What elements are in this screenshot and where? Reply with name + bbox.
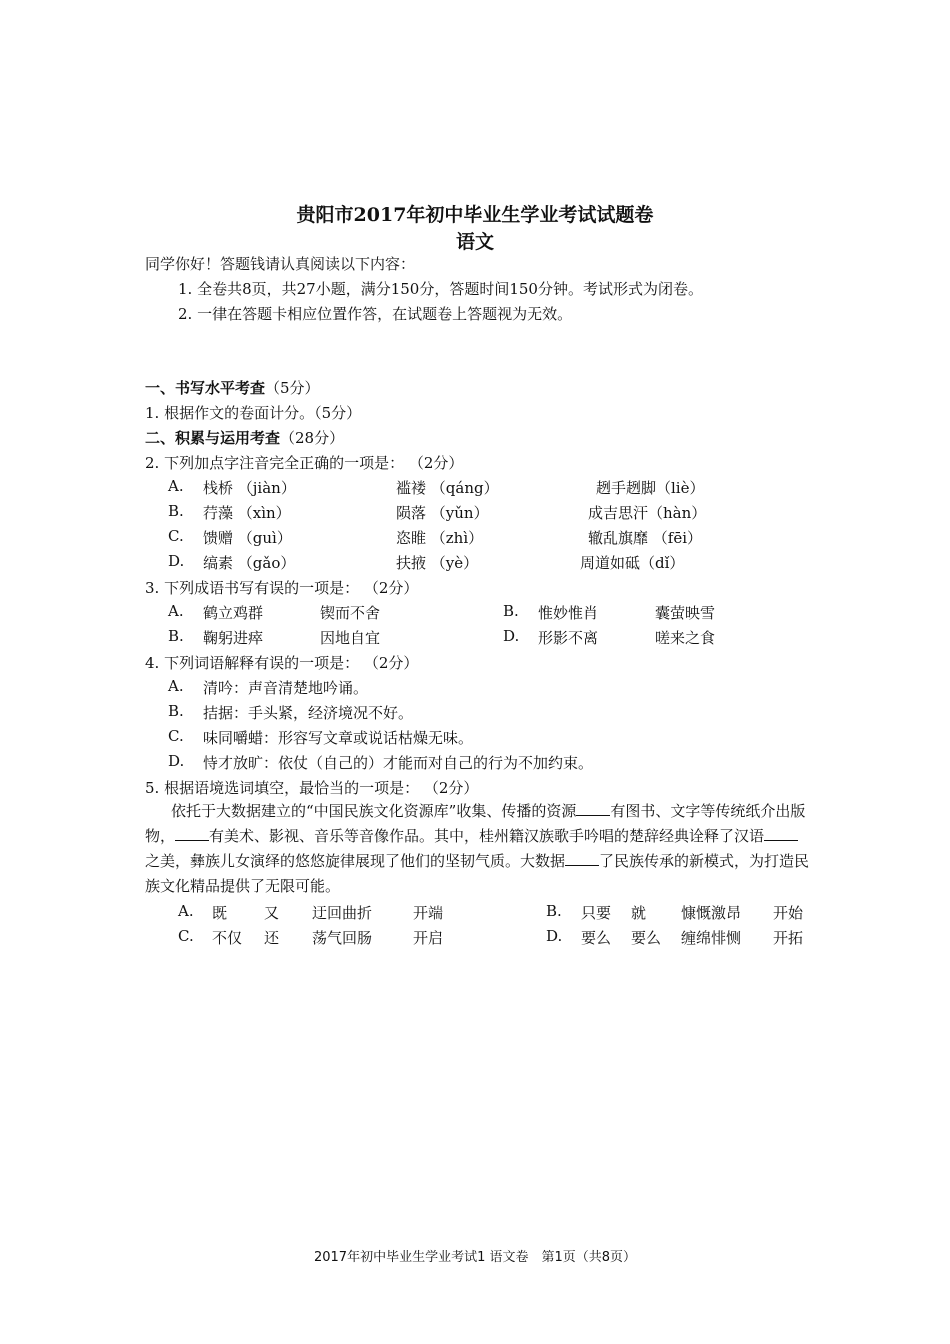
q3-idiom: 惟妙惟肖 <box>538 604 599 622</box>
q5-word: 就 <box>631 904 647 922</box>
q2-option-cell: 缟素 （gǎo） <box>203 554 296 572</box>
q2-option-cell: 栈桥 （jiàn） <box>203 479 296 497</box>
q5-option-label: D. <box>546 927 563 945</box>
q5-word: 还 <box>264 929 280 947</box>
section-2-heading <box>145 427 344 448</box>
q5-option-label: A. <box>178 902 194 920</box>
section-1-title: 一、书写水平考查 <box>145 379 266 397</box>
q2-option-cell: 馈赠 （guì） <box>203 529 292 547</box>
q4-option-text: 味同嚼蜡：形容写文章或说话枯燥无味。 <box>203 729 474 747</box>
q2-option-cell: 辙乱旗靡 （fēi） <box>588 529 702 547</box>
q4-option-label: A. <box>168 677 184 695</box>
q2-option-cell: 周道如砥（dǐ） <box>580 554 685 572</box>
q5-option-label: B. <box>546 902 562 920</box>
q5-word: 迂回曲折 <box>312 904 373 922</box>
q2-option-cell: 趔手趔脚（liè） <box>596 479 705 497</box>
q2-option-cell: 陨落 （yǔn） <box>396 504 489 522</box>
subject-title: 语文 <box>455 231 494 253</box>
q5-word: 缠绵悱恻 <box>681 929 742 947</box>
exam-title: 贵阳市2017年初中毕业生学业考试试题卷 <box>296 204 654 226</box>
q2-option-cell: 恣睢 （zhì） <box>396 529 484 547</box>
q3-option-label: B. <box>168 627 184 645</box>
q3-idiom: 鹤立鸡群 <box>203 604 264 622</box>
q5-passage-part: 之美，彝族儿女演绎的悠悠旋律展现了他们的坚韧气质。大数据 <box>145 852 566 870</box>
question-5-stem: 5. 根据语境选词填空，最恰当的一项是： （2分） <box>145 779 479 797</box>
question-1: 1. 根据作文的卷面计分。（5分） <box>145 404 362 422</box>
fill-blank <box>175 828 209 841</box>
section-2-title: 二、积累与运用考查 <box>145 429 281 447</box>
q2-option-label: D. <box>168 552 185 570</box>
q3-idiom: 嗟来之食 <box>655 629 716 647</box>
q3-idiom: 鞠躬进瘁 <box>203 629 264 647</box>
q3-idiom: 因地自宜 <box>320 629 381 647</box>
q2-option-cell: 荇藻 （xìn） <box>203 504 291 522</box>
note-2: 2. 一律在答题卡相应位置作答，在试题卷上答题视为无效。 <box>178 305 573 323</box>
q5-word: 荡气回肠 <box>312 929 373 947</box>
q5-word: 既 <box>212 904 228 922</box>
q5-word: 开拓 <box>773 929 804 947</box>
q3-option-label: B. <box>503 602 519 620</box>
section-1-score: （5分） <box>265 379 320 397</box>
q3-idiom: 锲而不舍 <box>320 604 381 622</box>
q5-word: 开始 <box>773 904 804 922</box>
q5-passage-part: 有图书、文字等传统纸介出版物， <box>145 802 806 845</box>
q2-option-cell: 褴褛 （qáng） <box>396 479 499 497</box>
q5-word: 开启 <box>413 929 444 947</box>
fill-blank <box>576 803 610 816</box>
q4-option-label: D. <box>168 752 185 770</box>
q2-option-label: C. <box>168 527 184 545</box>
question-2-stem: 2. 下列加点字注音完全正确的一项是： （2分） <box>145 454 464 472</box>
q5-word: 要么 <box>631 929 662 947</box>
note-1: 1. 全卷共8页，共27小题，满分150分，答题时间150分钟。考试形式为闭卷。 <box>178 280 703 298</box>
q5-passage <box>145 799 810 899</box>
fill-blank <box>764 828 798 841</box>
section-2-score: （28分） <box>280 429 345 447</box>
q5-word: 不仅 <box>212 929 243 947</box>
q4-option-label: B. <box>168 702 184 720</box>
q5-option-label: C. <box>178 927 194 945</box>
q2-option-label: A. <box>168 477 184 495</box>
question-3-stem: 3. 下列成语书写有误的一项是： （2分） <box>145 579 419 597</box>
question-4-stem: 4. 下列词语解释有误的一项是： （2分） <box>145 654 419 672</box>
q4-option-label: C. <box>168 727 184 745</box>
section-1-heading <box>145 377 320 398</box>
q4-option-text: 拮据：手头紧，经济境况不好。 <box>203 704 414 722</box>
q5-word: 开端 <box>413 904 444 922</box>
q3-idiom: 囊萤映雪 <box>655 604 716 622</box>
q3-idiom: 形影不离 <box>538 629 599 647</box>
q4-option-text: 清吟：声音清楚地吟诵。 <box>203 679 369 697</box>
q2-option-cell: 成吉思汗（hàn） <box>588 504 707 522</box>
q5-passage-part: 依托于大数据建立的“中国民族文化资源库”收集、传播的资源 <box>171 802 577 820</box>
q5-word: 只要 <box>581 904 612 922</box>
q2-option-label: B. <box>168 502 184 520</box>
q5-word: 慷慨激昂 <box>681 904 742 922</box>
q3-option-label: A. <box>168 602 184 620</box>
q2-option-cell: 扶掖 （yè） <box>396 554 479 572</box>
intro-text: 同学你好！答题钱请认真阅读以下内容： <box>145 255 416 273</box>
page-footer: 2017年初中毕业生学业考试1 语文卷 第1页（共8页） <box>313 1250 637 1265</box>
q3-option-label: D. <box>503 627 520 645</box>
q4-option-text: 恃才放旷：依仗（自己的）才能而对自己的行为不加约束。 <box>203 754 594 772</box>
fill-blank <box>565 853 599 866</box>
q5-word: 又 <box>264 904 280 922</box>
q5-word: 要么 <box>581 929 612 947</box>
q5-passage-part: 有美术、影视、音乐等音像作品。其中，桂州籍汉族歌手吟唱的楚辞经典诠释了汉语 <box>209 827 765 845</box>
q5-passage-part: 了民族传承的新模式，为打造民族文化精品提供了无限可能。 <box>145 852 810 895</box>
